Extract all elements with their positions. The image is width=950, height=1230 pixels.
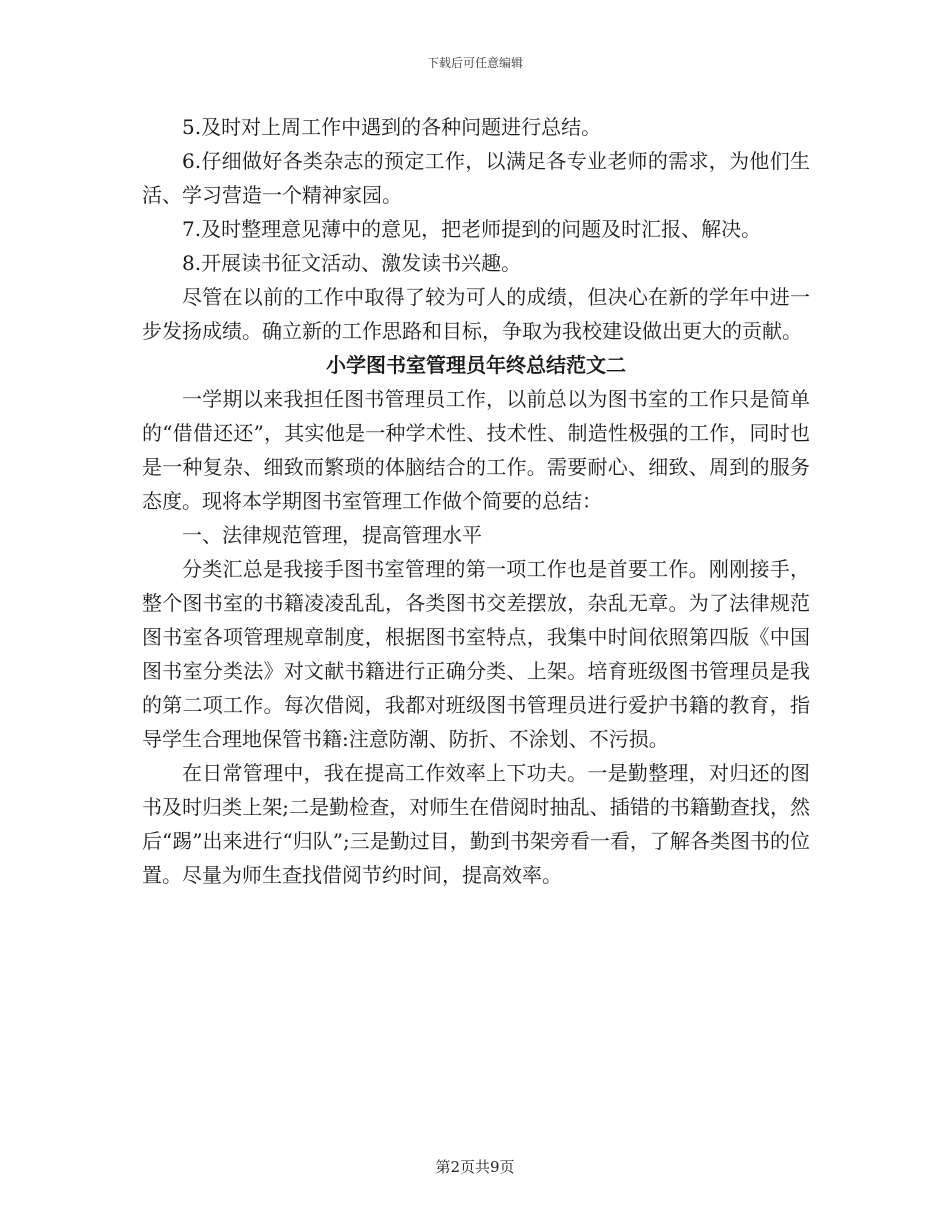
section-title: 小学图书室管理员年终总结范文二 (326, 353, 626, 377)
document-body (142, 110, 810, 892)
paragraph-classification: 分类汇总是我接手图书室管理的第一项工作也是首要工作。刚刚接手，整个图书室的书籍凌凌乱乱，各类图书交差摆放，杂乱无章。为了法律规范图书室各项管理规章制度，根据图书室特点，我集中时间依照第四版《中国图书室分类法》对文献书籍进行正确分类、上架。培育班级图书管理员是我的第二项工作。每次借阅，我都对班级图书管理员进行爱护书籍的教育，指导学生合理地保管书籍:注意防潮、防折、不涂划、不污损。 (142, 557, 810, 751)
paragraph-item-5: 5.及时对上周工作中遇到的各种问题进行总结。 (182, 115, 602, 139)
paragraph-item-6: 6.仔细做好各类杂志的预定工作，以满足各专业老师的需求，为他们生活、学习营造一个精神家园。 (142, 149, 810, 207)
header-note: 下载后可任意编辑 (426, 56, 523, 70)
page-number: 第2页共9页 (435, 1158, 515, 1176)
paragraph-daily-management: 在日常管理中，我在提高工作效率上下功夫。一是勤整理，对归还的图书及时归类上架;二是勤检查，对师生在借阅时抽乱、插错的书籍勤查找，然后“踢”出来进行“归队”;三是勤过目，勤到书架旁看一看，了解各类图书的位置。尽量为师生查找借阅节约时间，提高效率。 (142, 761, 810, 887)
paragraph-item-8: 8.开展读书征文活动、激发读书兴趣。 (182, 251, 522, 275)
subheading-1: 一、法律规范管理，提高管理水平 (182, 523, 482, 547)
paragraph-item-7: 7.及时整理意见薄中的意见，把老师提到的问题及时汇报、解决。 (182, 217, 762, 241)
paragraph-intro: 一学期以来我担任图书管理员工作，以前总以为图书室的工作只是简单的“借借还还”，其实他是一种学术性、技术性、制造性极强的工作，同时也是一种复杂、细致而繁琐的体脑结合的工作。需要耐心、细致、周到的服务态度。现将本学期图书室管理工作做个简要的总结： (142, 387, 810, 513)
paragraph-conclusion: 尽管在以前的工作中取得了较为可人的成绩，但决心在新的学年中进一步发扬成绩。确立新的工作思路和目标，争取为我校建设做出更大的贡献。 (142, 285, 810, 343)
